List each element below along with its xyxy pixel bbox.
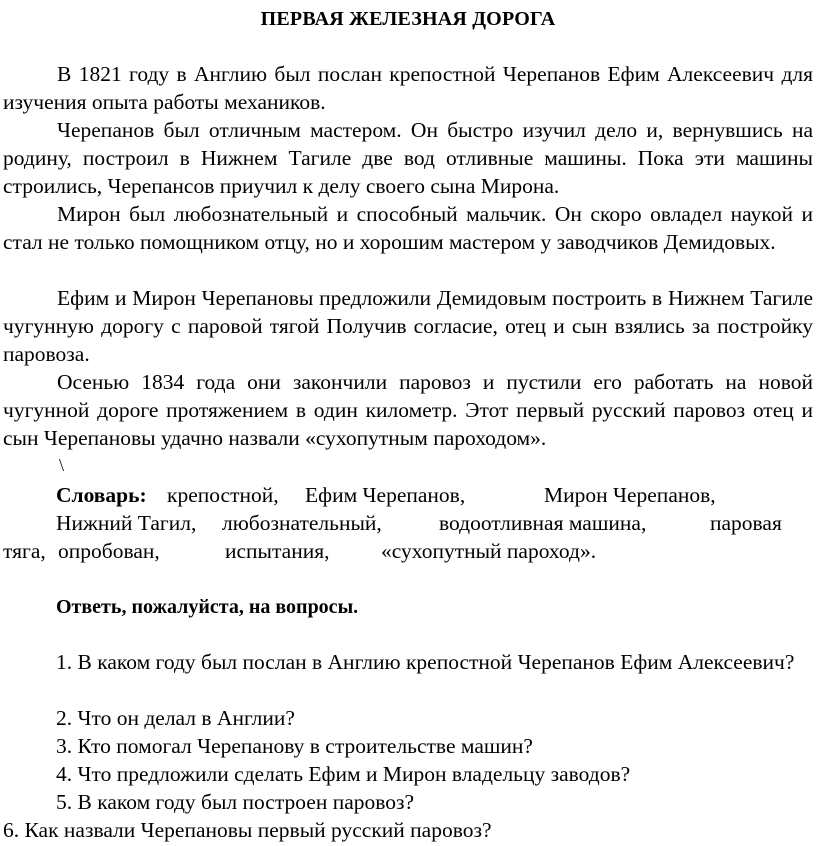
- vocab-term: Мирон Черепанов,: [544, 483, 716, 507]
- question-6: 6. Как назвали Черепановы первый русский паровоз?: [3, 818, 492, 842]
- paragraph-2: [3, 116, 813, 200]
- vocab-term: Ефим Черепанов,: [305, 483, 466, 507]
- page-title: ПЕРВАЯ ЖЕЛЕЗНАЯ ДОРОГА: [260, 8, 556, 30]
- vocab-term: тяга,: [3, 539, 46, 563]
- paragraph-5: [3, 368, 813, 452]
- paragraph-4: [3, 284, 813, 368]
- vocab-term: опробован,: [58, 539, 160, 563]
- paragraph-3: [3, 200, 813, 256]
- vocab-term: любознательный,: [222, 511, 382, 535]
- question-2: 2. Что он делал в Англии?: [56, 706, 295, 730]
- question-3: 3. Кто помогал Черепанову в строительстве машин?: [56, 734, 533, 758]
- paragraph-text: Черепанов был отличным мастером. Он быстро изучил дело и, вернувшись на родину, построил в Нижнем Тагиле две вод отливные машины. Пока эти машины строились, Черепансов приучил к делу своего сына Мирона.: [3, 118, 813, 198]
- questions-heading: Ответь, пожалуйста, на вопросы.: [56, 596, 359, 618]
- paragraph-text: Ефим и Мирон Черепановы предложили Демидовым построить в Нижнем Тагиле чугунную дорогу с паровой тягой Получив согласие, отец и сын взялись за постройку паровоза.: [3, 286, 813, 366]
- vocab-term: водоотливная машина,: [439, 511, 647, 535]
- stray-backslash: \: [59, 455, 65, 475]
- question-text: 1. В каком году был послан в Англию крепостной Черепанов Ефим Алексеевич?: [56, 650, 795, 674]
- vocab-term: испытания,: [225, 539, 330, 563]
- question-1: [3, 648, 813, 676]
- vocab-term: паровая: [710, 511, 782, 535]
- paragraph-1: [3, 60, 813, 116]
- vocab-term: «сухопутный пароход».: [381, 539, 597, 563]
- vocabulary-block: [3, 481, 813, 565]
- vocab-term: крепостной,: [167, 483, 279, 507]
- question-5: 5. В каком году был построен паровоз?: [56, 790, 415, 814]
- paragraph-text: Осенью 1834 года они закончили паровоз и пустили его работать на новой чугунной дороге протяжением в один километр. Этот первый русский паровоз отец и сын Черепановы удачно назвали «сухопутным пароходом».: [3, 370, 813, 450]
- paragraph-text: Мирон был любознательный и способный мальчик. Он скоро овладел наукой и стал не только помощником отцу, но и хорошим мастером у заводчиков Демидовых.: [3, 202, 813, 254]
- question-4: 4. Что предложили сделать Ефим и Мирон владельцу заводов?: [56, 762, 631, 786]
- vocabulary-label: Словарь:: [56, 483, 147, 507]
- vocab-term: Нижний Тагил,: [56, 511, 197, 535]
- paragraph-text: В 1821 году в Англию был послан крепостной Черепанов Ефим Алексеевич для изучения опыта работы механиков.: [3, 62, 813, 114]
